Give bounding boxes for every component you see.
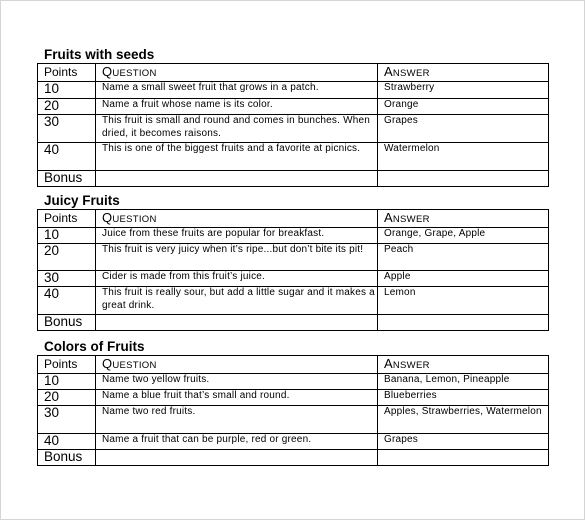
question-cell: This fruit is really sour, but add a little sugar and it makes a great drink. bbox=[96, 287, 378, 315]
answer-cell: Blueberries bbox=[378, 390, 549, 406]
answer-cell: Apple bbox=[378, 271, 549, 287]
points-cell: 30 bbox=[38, 271, 96, 287]
table-row bbox=[38, 82, 549, 99]
header-points: Points bbox=[38, 356, 96, 374]
answer-cell: Lemon bbox=[378, 287, 549, 315]
quiz-table bbox=[37, 209, 549, 331]
question-cell: This is one of the biggest fruits and a favorite at picnics. bbox=[96, 143, 378, 171]
table-header-row bbox=[38, 64, 549, 82]
answer-cell: Grapes bbox=[378, 115, 549, 143]
header-points: Points bbox=[38, 64, 96, 82]
points-cell: 10 bbox=[38, 228, 96, 244]
question-cell bbox=[96, 315, 378, 331]
points-cell: 20 bbox=[38, 244, 96, 271]
points-cell: 10 bbox=[38, 374, 96, 390]
section-title: Juicy Fruits bbox=[44, 193, 120, 208]
answer-cell: Apples, Strawberries, Watermelon bbox=[378, 406, 549, 434]
answer-cell bbox=[378, 450, 549, 466]
answer-cell: Strawberry bbox=[378, 82, 549, 99]
question-cell: Cider is made from this fruit’s juice. bbox=[96, 271, 378, 287]
table-row bbox=[38, 287, 549, 315]
points-cell: 30 bbox=[38, 406, 96, 434]
question-cell: Name a fruit that can be purple, red or green. bbox=[96, 434, 378, 450]
table-row bbox=[38, 271, 549, 287]
table-row bbox=[38, 143, 549, 171]
answer-cell: Orange, Grape, Apple bbox=[378, 228, 549, 244]
header-answer: ANSWER bbox=[378, 210, 549, 228]
table-row bbox=[38, 99, 549, 115]
points-cell: 40 bbox=[38, 143, 96, 171]
header-question: QUESTION bbox=[96, 356, 378, 374]
question-cell: Name a small sweet fruit that grows in a patch. bbox=[96, 82, 378, 99]
table-row bbox=[38, 228, 549, 244]
section-juicy-fruits bbox=[37, 192, 546, 330]
quiz-table bbox=[37, 63, 549, 187]
points-cell: Bonus bbox=[38, 171, 96, 187]
answer-cell bbox=[378, 171, 549, 187]
table-row bbox=[38, 390, 549, 406]
header-answer: ANSWER bbox=[378, 64, 549, 82]
section-title: Fruits with seeds bbox=[44, 47, 155, 62]
question-cell: This fruit is very juicy when it’s ripe...but don’t bite its pit! bbox=[96, 244, 378, 271]
answer-cell: Peach bbox=[378, 244, 549, 271]
section-title: Colors of Fruits bbox=[44, 339, 145, 354]
answer-cell: Grapes bbox=[378, 434, 549, 450]
section-fruits-with-seeds bbox=[37, 46, 546, 184]
question-cell: Juice from these fruits are popular for breakfast. bbox=[96, 228, 378, 244]
points-cell: 40 bbox=[38, 287, 96, 315]
header-answer: ANSWER bbox=[378, 356, 549, 374]
table-row bbox=[38, 374, 549, 390]
header-question: QUESTION bbox=[96, 64, 378, 82]
points-cell: Bonus bbox=[38, 315, 96, 331]
question-cell: Name a blue fruit that’s small and round. bbox=[96, 390, 378, 406]
question-cell: Name two red fruits. bbox=[96, 406, 378, 434]
points-cell: Bonus bbox=[38, 450, 96, 466]
table-row bbox=[38, 450, 549, 466]
question-cell bbox=[96, 450, 378, 466]
quiz-table bbox=[37, 355, 549, 466]
table-row bbox=[38, 315, 549, 331]
points-cell: 40 bbox=[38, 434, 96, 450]
section-colors-of-fruits bbox=[37, 338, 546, 468]
question-cell: This fruit is small and round and comes in bunches. When dried, it becomes raisons. bbox=[96, 115, 378, 143]
table-row bbox=[38, 115, 549, 143]
table-header-row bbox=[38, 356, 549, 374]
question-cell bbox=[96, 171, 378, 187]
points-cell: 20 bbox=[38, 99, 96, 115]
table-row bbox=[38, 244, 549, 271]
table-row bbox=[38, 406, 549, 434]
answer-cell: Orange bbox=[378, 99, 549, 115]
answer-cell: Watermelon bbox=[378, 143, 549, 171]
answer-cell: Banana, Lemon, Pineapple bbox=[378, 374, 549, 390]
table-header-row bbox=[38, 210, 549, 228]
question-cell: Name two yellow fruits. bbox=[96, 374, 378, 390]
points-cell: 10 bbox=[38, 82, 96, 99]
points-cell: 20 bbox=[38, 390, 96, 406]
header-question: QUESTION bbox=[96, 210, 378, 228]
table-row bbox=[38, 434, 549, 450]
header-points: Points bbox=[38, 210, 96, 228]
question-cell: Name a fruit whose name is its color. bbox=[96, 99, 378, 115]
points-cell: 30 bbox=[38, 115, 96, 143]
answer-cell bbox=[378, 315, 549, 331]
table-row bbox=[38, 171, 549, 187]
